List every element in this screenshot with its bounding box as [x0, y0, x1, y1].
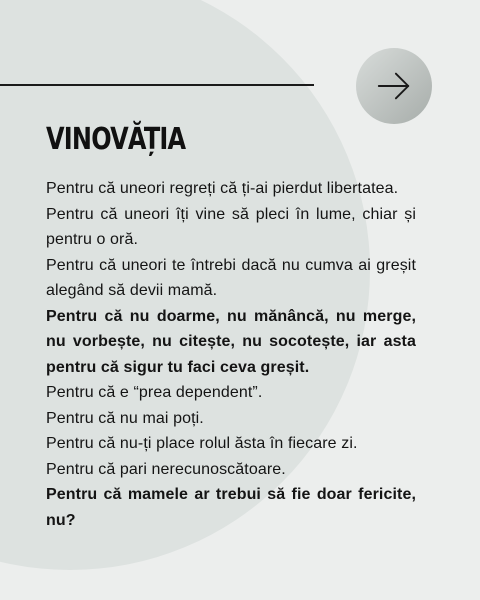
divider-line — [0, 84, 314, 86]
page-title: VINOVĂȚIA — [46, 122, 186, 157]
paragraph: Pentru că nu-ți place rolul ăsta în fiecare zi. — [46, 435, 358, 452]
text-content — [46, 176, 416, 533]
paragraph-emphasis: Pentru că mamele ar trebui să fie doar fericite, nu? — [46, 486, 416, 529]
paragraph: Pentru că uneori regreți că ți-ai pierdut libertatea. — [46, 180, 399, 197]
paragraph: Pentru că pari nerecunoscătoare. — [46, 460, 286, 478]
next-button[interactable] — [356, 48, 432, 124]
paragraph-emphasis: Pentru că nu doarme, nu mănâncă, nu merge, nu vorbește, nu citește, nu socotește, iar asta pentru că sigur tu faci ceva greșit. — [46, 307, 416, 376]
paragraph: Pentru că uneori îți vine să pleci în lume, chiar și pentru o oră. — [46, 205, 416, 248]
paragraph: Pentru că uneori te întrebi dacă nu cumva ai greșit alegând să devii mamă. — [46, 256, 416, 299]
paragraph: Pentru că nu mai poți. — [46, 409, 204, 427]
paragraph: Pentru că e “prea dependent”. — [46, 384, 263, 401]
arrow-right-icon — [375, 67, 413, 105]
